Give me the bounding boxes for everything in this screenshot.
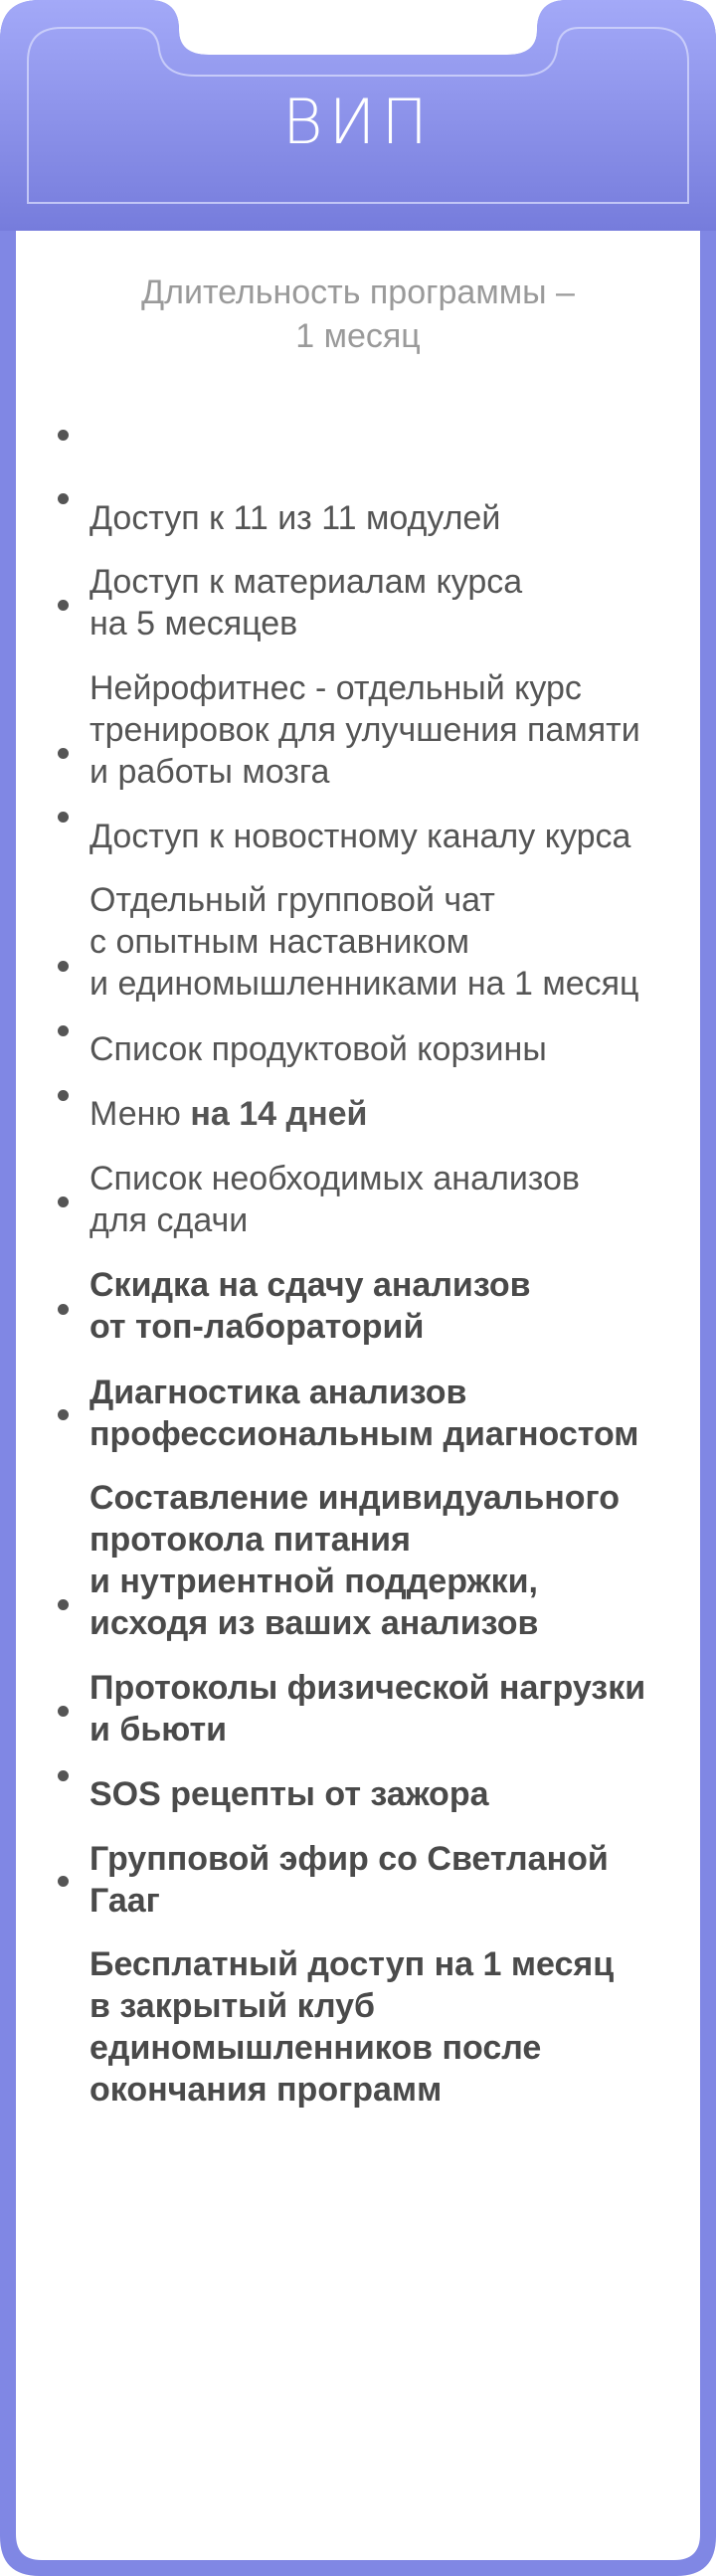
feature-emphasis: на 14 дней (190, 1095, 368, 1133)
bullet-icon (58, 812, 69, 823)
bullet-icon (58, 1599, 69, 1610)
feature-text: Скидка на сдачу анализов от топ-лабораторий (90, 1266, 531, 1346)
feature-text: Групповой эфир со Светланой Гааг (90, 1840, 609, 1920)
bullet-icon (58, 748, 69, 759)
bullet-icon (58, 430, 69, 441)
feature-text: SOS рецепты от зажора (90, 1775, 489, 1813)
bullet-icon (58, 1876, 69, 1887)
bullet-icon (58, 1409, 69, 1420)
feature-item (90, 1860, 686, 2111)
bullet-icon (58, 1304, 69, 1315)
feature-text: Бесплатный доступ на 1 месяц в закрытый клуб единомышленников после окончания программ (90, 1945, 615, 2109)
program-duration: Длительность программы – 1 месяц (141, 274, 575, 355)
feature-text: Нейрофитнес - отдельный курс тренировок для улучшения памяти и работы мозга (90, 669, 640, 791)
feature-text: Список необходимых анализов для сдачи (90, 1160, 580, 1239)
feature-text: Меню (90, 1095, 191, 1133)
feature-text: Протоколы физической нагрузки и бьюти (90, 1669, 646, 1748)
bullet-icon (58, 1770, 69, 1781)
bullet-icon (58, 1090, 69, 1101)
feature-text: Доступ к новостному каналу курса (90, 818, 631, 855)
feature-text: Отдельный групповой чат с опытным наставником и единомышленниками на 1 месяц (90, 881, 639, 1003)
bullet-icon (58, 1706, 69, 1717)
feature-text: Список продуктовой корзины (90, 1030, 547, 1068)
bullet-icon (58, 1196, 69, 1207)
bullet-icon (58, 493, 69, 504)
bullet-icon (58, 600, 69, 611)
plan-title: ВИП (281, 86, 435, 158)
feature-text: Доступ к 11 из 11 модулей (90, 499, 501, 537)
bullet-icon (58, 961, 69, 972)
feature-text: Диагностика анализов профессиональным диагностом (90, 1374, 639, 1453)
bullet-icon (58, 1025, 69, 1036)
feature-text: Составление индивидуального протокола питания и нутриентной поддержки, исходя из ваших анализов (90, 1479, 621, 1642)
feature-text: Доступ к материалам курса на 5 месяцев (90, 563, 523, 643)
